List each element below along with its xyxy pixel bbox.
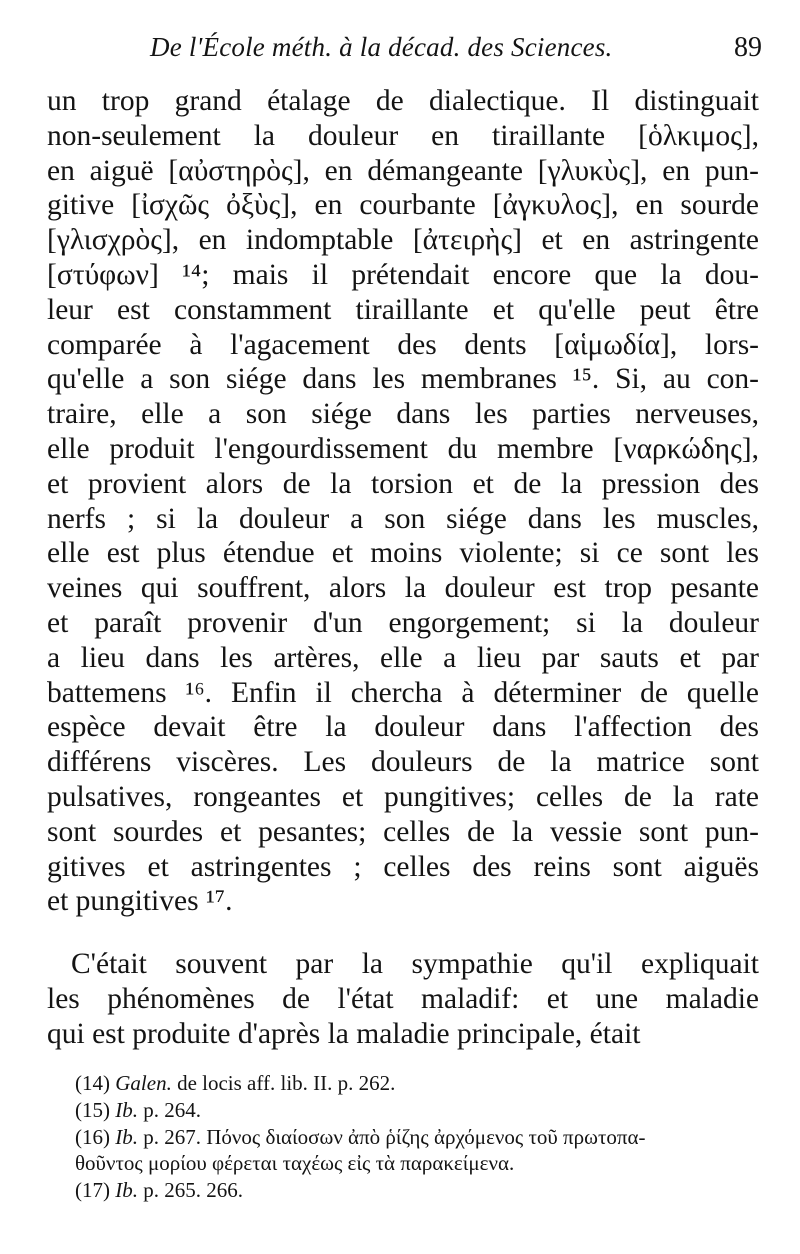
footnote-reference: Ib. (115, 1097, 138, 1122)
text-line: les phénomènes de l'état maladif: et une maladie (47, 982, 759, 1015)
text-line: elle est plus étendue et moins violente; si ce sont les (47, 537, 759, 570)
text-line: comparée à l'agacement des dents [αἱμωδία], lors- (47, 328, 759, 361)
footnote-reference: Ib. (115, 1124, 138, 1149)
text-line: espèce devait être la douleur dans l'affection des (47, 711, 759, 744)
footnote-number: (14) (75, 1071, 110, 1095)
footnote-text: θοῦντος μορίου φέρεται ταχέως εἰς τὰ παρακείμενα. (75, 1151, 515, 1176)
page-number: 89 (734, 32, 762, 63)
text-line: elle produit l'engourdissement du membre [ναρκώδης], (47, 432, 759, 465)
footnote (75, 1097, 775, 1124)
text-line: différens viscères. Les douleurs de la matrice sont (47, 746, 759, 779)
text-line: en aiguë [αὐστηρὸς], en démangeante [γλυκὺς], en pun- (47, 154, 759, 187)
text-line: pulsatives, rongeantes et pungitives; celles de la rate (47, 780, 759, 813)
text-line: et paraît provenir d'un engorgement; si la douleur (47, 606, 759, 639)
text-line: traire, elle a son siége dans les parties nerveuses, (47, 398, 759, 431)
footnote (75, 1177, 775, 1204)
footnote-text: p. 264. (143, 1097, 201, 1122)
footnotes (75, 1070, 775, 1204)
page-header (150, 30, 770, 70)
paragraph-1 (47, 84, 759, 919)
footnote (75, 1070, 775, 1097)
text-line: un trop grand étalage de dialectique. Il distinguait (47, 85, 759, 117)
footnote (75, 1124, 775, 1151)
text-line: qu'elle a son siége dans les membranes ¹⁵. Si, au con- (47, 363, 759, 396)
footnote (75, 1150, 775, 1177)
text-line: a lieu dans les artères, elle a lieu par sauts et par (47, 641, 759, 674)
text-line: C'était souvent par la sympathie qu'il expliquait (71, 948, 759, 981)
paragraph-2 (47, 947, 759, 1051)
footnote-text: p. 265. 266. (143, 1178, 243, 1203)
footnote-number: (15) (75, 1097, 110, 1122)
text-line: nerfs ; si la douleur a son siége dans les muscles, (47, 502, 759, 535)
text-line: qui est produite d'après la maladie principale, était (47, 1017, 641, 1050)
text-line: sont sourdes et pesantes; celles de la vessie sont pun- (47, 815, 759, 848)
footnote-number: (16) (75, 1124, 110, 1149)
paragraph-gap (47, 919, 759, 947)
text-line: leur est constamment tiraillante et qu'elle peut être (47, 293, 759, 326)
footnote-text: p. 267. Πόνος διαίοσων ἀπὸ ῥίζης ἀρχόμενος τοῦ πρωτοπα- (143, 1124, 646, 1149)
text-line: [στύφων] ¹⁴; mais il prétendait encore que la dou- (47, 258, 759, 291)
text-line: veines qui souffrent, alors la douleur est trop pesante (47, 572, 759, 605)
text-line: battemens ¹⁶. Enfin il chercha à déterminer de quelle (47, 676, 759, 709)
text-line: non-seulement la douleur en tiraillante [ὁλκιμος], (47, 119, 759, 152)
running-title: De l'École méth. à la décad. des Sciences. (150, 32, 613, 62)
footnote-number: (17) (75, 1178, 110, 1203)
footnote-reference: Galen. (115, 1071, 172, 1095)
footnote-text: de locis aff. lib. II. p. 262. (177, 1071, 396, 1095)
text-line: et pungitives ¹⁷. (47, 885, 233, 918)
text-line: [γλισχρὸς], en indomptable [ἀτειρὴς] et en astringente (47, 224, 759, 257)
footnote-reference: Ib. (115, 1178, 138, 1203)
body-text (47, 84, 759, 1052)
text-line: et provient alors de la torsion et de la pression des (47, 467, 759, 500)
text-line: gitives et astringentes ; celles des reins sont aiguës (47, 850, 759, 883)
text-line: gitive [ἰσχῶς ὀξὺς], en courbante [ἀγκυλος], en sourde (47, 189, 759, 222)
